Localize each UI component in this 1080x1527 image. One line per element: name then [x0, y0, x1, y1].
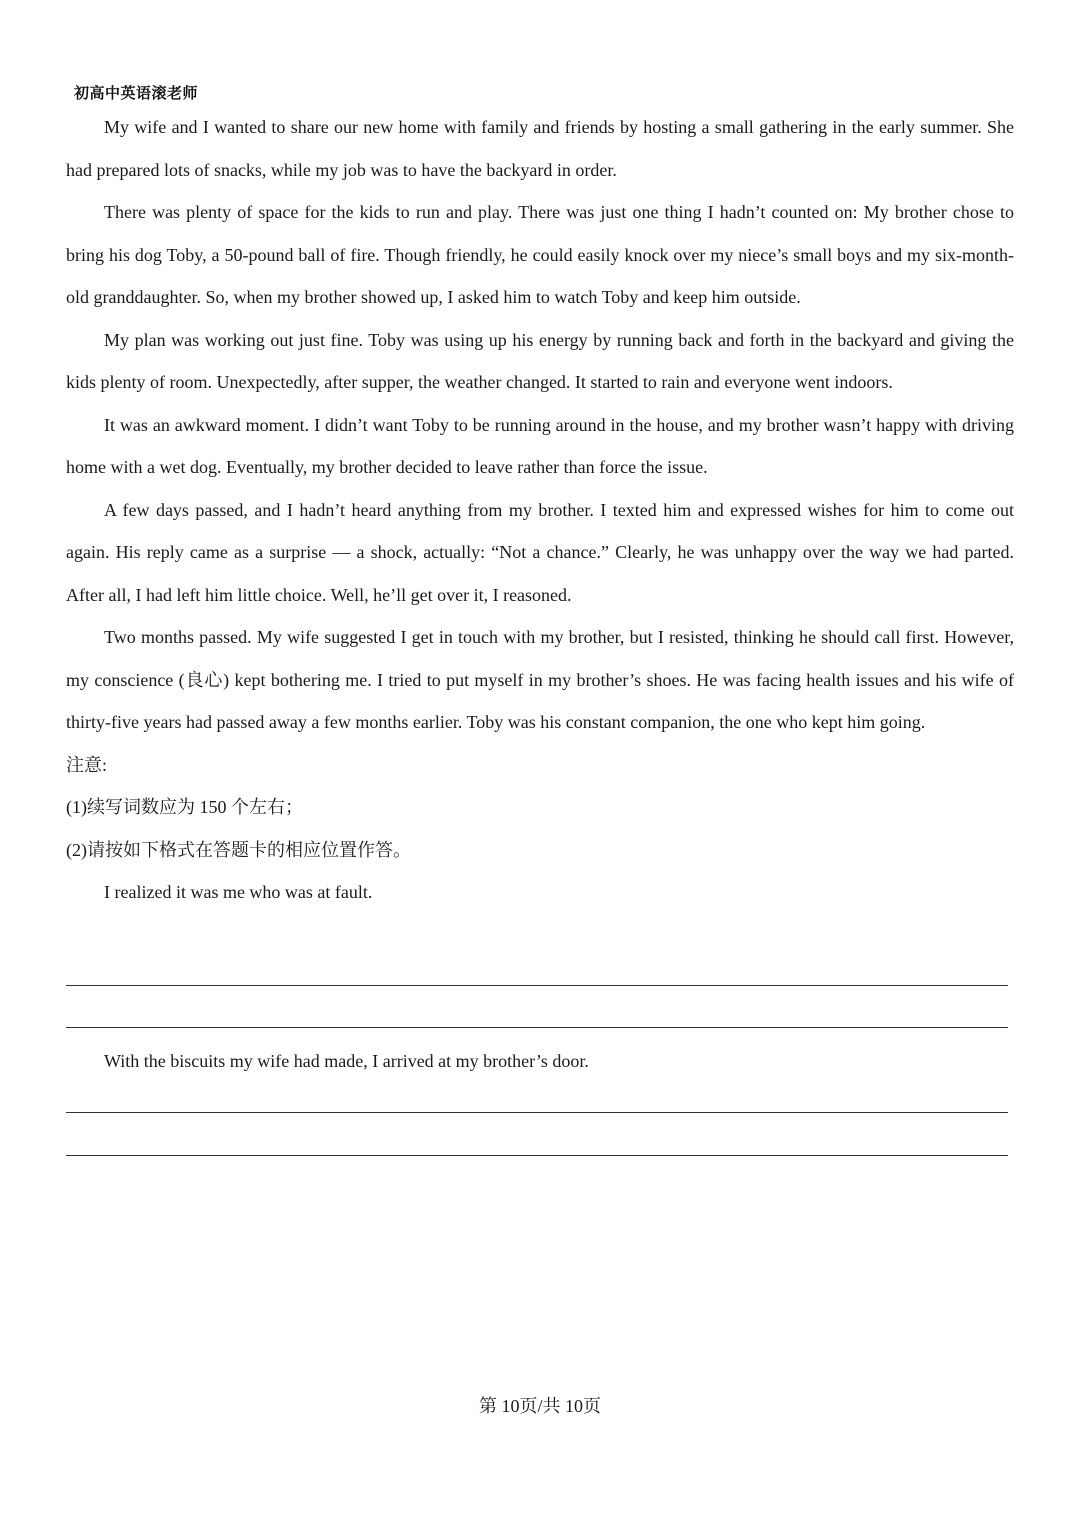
notes-title: 注意:: [66, 754, 108, 775]
answer-line-2[interactable]: [66, 1027, 1008, 1028]
notes-item-1: (1)续写词数应为 150 个左右；: [66, 797, 303, 817]
notes-item-2: (2)请按如下格式在答题卡的相应位置作答。: [66, 839, 411, 860]
page-footer: 第 10页/共 10页: [478, 1396, 601, 1416]
passage-paragraph-1: My wife and I wanted to share our new home with family and friends by hosting a small gathering in the early summer. She had prepared lots of snacks, while my job was to have the backyard in order.: [66, 117, 1014, 180]
continuation-prompt-1: I realized it was me who was at fault.: [104, 882, 373, 902]
passage-paragraph-4: It was an awkward moment. I didn’t want Toby to be running around in the house, and my brother wasn’t happy with driving home with a wet dog. Eventually, my brother decided to leave rather than force the issue.: [66, 414, 1014, 477]
passage-body: [66, 106, 1014, 914]
passage-paragraph-2: There was plenty of space for the kids to run and play. There was just one thing I hadn’t counted on: My brother chose to bring his dog Toby, a 50-pound ball of fire. Though friendly, he could easily knock over my niece’s small boys and my six-month-old granddaughter. So, when my brother showed up, I asked him to watch Toby and keep him outside.: [66, 202, 1014, 307]
answer-line-4[interactable]: [66, 1155, 1008, 1156]
passage-paragraph-6: Two months passed. My wife suggested I get in touch with my brother, but I resisted, thinking he should call first. However, my conscience (良心) kept bothering me. I tried to put myself in my brother’s shoes. He was facing health issues and his wife of thirty-five years had passed away a few months earlier. Toby was his constant companion, the one who kept him going.: [66, 627, 1014, 732]
answer-line-3[interactable]: [66, 1112, 1008, 1113]
passage-paragraph-5: A few days passed, and I hadn’t heard anything from my brother. I texted him and expressed wishes for him to come out again. His reply came as a surprise — a shock, actually: “Not a chance.” Clearly, he was unhappy over the way we had parted. After all, I had left him little choice. Well, he’ll get over it, I reasoned.: [66, 499, 1014, 605]
passage-paragraph-3: My plan was working out just fine. Toby was using up his energy by running back and forth in the backyard and giving the kids plenty of room. Unexpectedly, after supper, the weather changed. It started to rain and everyone went indoors.: [66, 329, 1014, 392]
answer-line-1[interactable]: [66, 985, 1008, 986]
continuation-prompt-2: With the biscuits my wife had made, I arrived at my brother’s door.: [104, 1051, 589, 1071]
header-stamp: 初高中英语滚老师: [74, 84, 199, 102]
